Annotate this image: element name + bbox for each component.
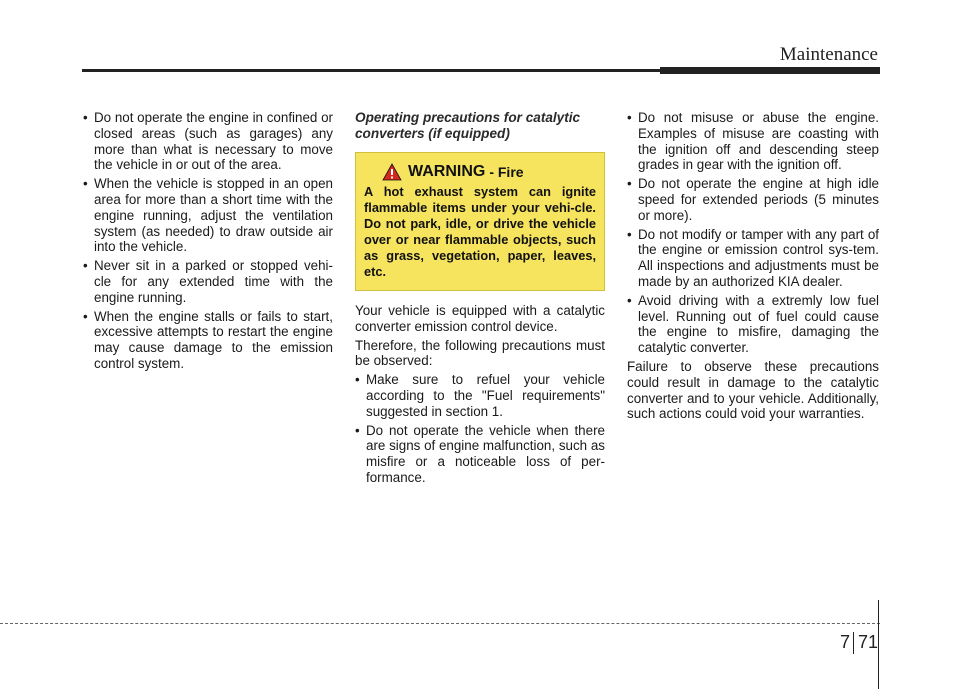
header-rule-accent (660, 67, 880, 74)
list-item: • Do not operate the vehicle when there are signs of engine malfunction, such as misfire or a noticeable loss of per-formance. (355, 423, 605, 486)
footer-rule (0, 623, 880, 624)
paragraph: Your vehicle is equipped with a catalytic converter emission control device. (355, 303, 605, 334)
list-item: • Do not operate the engine at high idle speed for extended periods (5 minutes or more). (627, 176, 879, 223)
column-1 (83, 110, 333, 375)
list-item: • Do not modify or tamper with any part of the engine or emission control sys-tem. All inspections and adjustments must be made by an authorized KIA dealer. (627, 227, 879, 290)
column-2 (355, 110, 605, 489)
chapter-number: 7 (840, 632, 851, 652)
list-item: • When the vehicle is stopped in an open area for more than a short time with the engine running, adjust the ventilation system (as needed) to draw outside air into the vehicle. (83, 176, 333, 255)
warning-header (382, 163, 596, 181)
list-item: • Make sure to refuel your vehicle according to the "Fuel requirements" suggested in section 1. (355, 372, 605, 419)
page-number: 71 (858, 632, 879, 652)
closing-paragraph: Failure to observe these precautions could result in damage to the catalytic converter and to your vehicle. Additionally, such actions could void your warranties. (627, 358, 879, 422)
list-item: • Do not operate the engine in confined or closed areas (such as garages) any more than what is necessary to move the vehicle in or out of the area. (83, 110, 333, 173)
page-header-title: Maintenance (779, 44, 878, 65)
page-number-separator (853, 632, 854, 654)
list-item: • When the engine stalls or fails to start, excessive attempts to restart the engine may cause damage to the emission control system. (83, 309, 333, 372)
list-item: • Do not misuse or abuse the engine. Examples of misuse are coasting with the ignition off and descending steep grades in gear with the ignition off. (627, 110, 879, 173)
list-item: • Avoid driving with a extremly low fuel level. Running out of fuel could cause the engine to misfire, damaging the catalytic converter. (627, 293, 879, 356)
warning-triangle-icon (382, 163, 402, 181)
bullet-list (355, 372, 605, 486)
bullet-list (83, 110, 333, 372)
footer-divider (878, 600, 879, 689)
warning-subtitle: - Fire (489, 164, 524, 180)
bullet-list (627, 110, 879, 356)
warning-title: WARNING (408, 163, 486, 180)
warning-text: A hot exhaust system can ignite flammable items under your vehi-cle. Do not park, idle, or drive the vehicle over or near flammable objects, such as grass, vegetation, paper, leaves, etc. (364, 184, 596, 279)
section-heading: Operating precautions for catalytic converters (if equipped) (355, 110, 581, 141)
list-item: • Never sit in a parked or stopped vehi-cle for any extended time with the engine running. (83, 258, 333, 305)
warning-box (355, 152, 605, 291)
paragraph: Therefore, the following precautions must be observed: (355, 337, 605, 369)
header-rule (82, 69, 662, 72)
column-3 (627, 110, 879, 425)
